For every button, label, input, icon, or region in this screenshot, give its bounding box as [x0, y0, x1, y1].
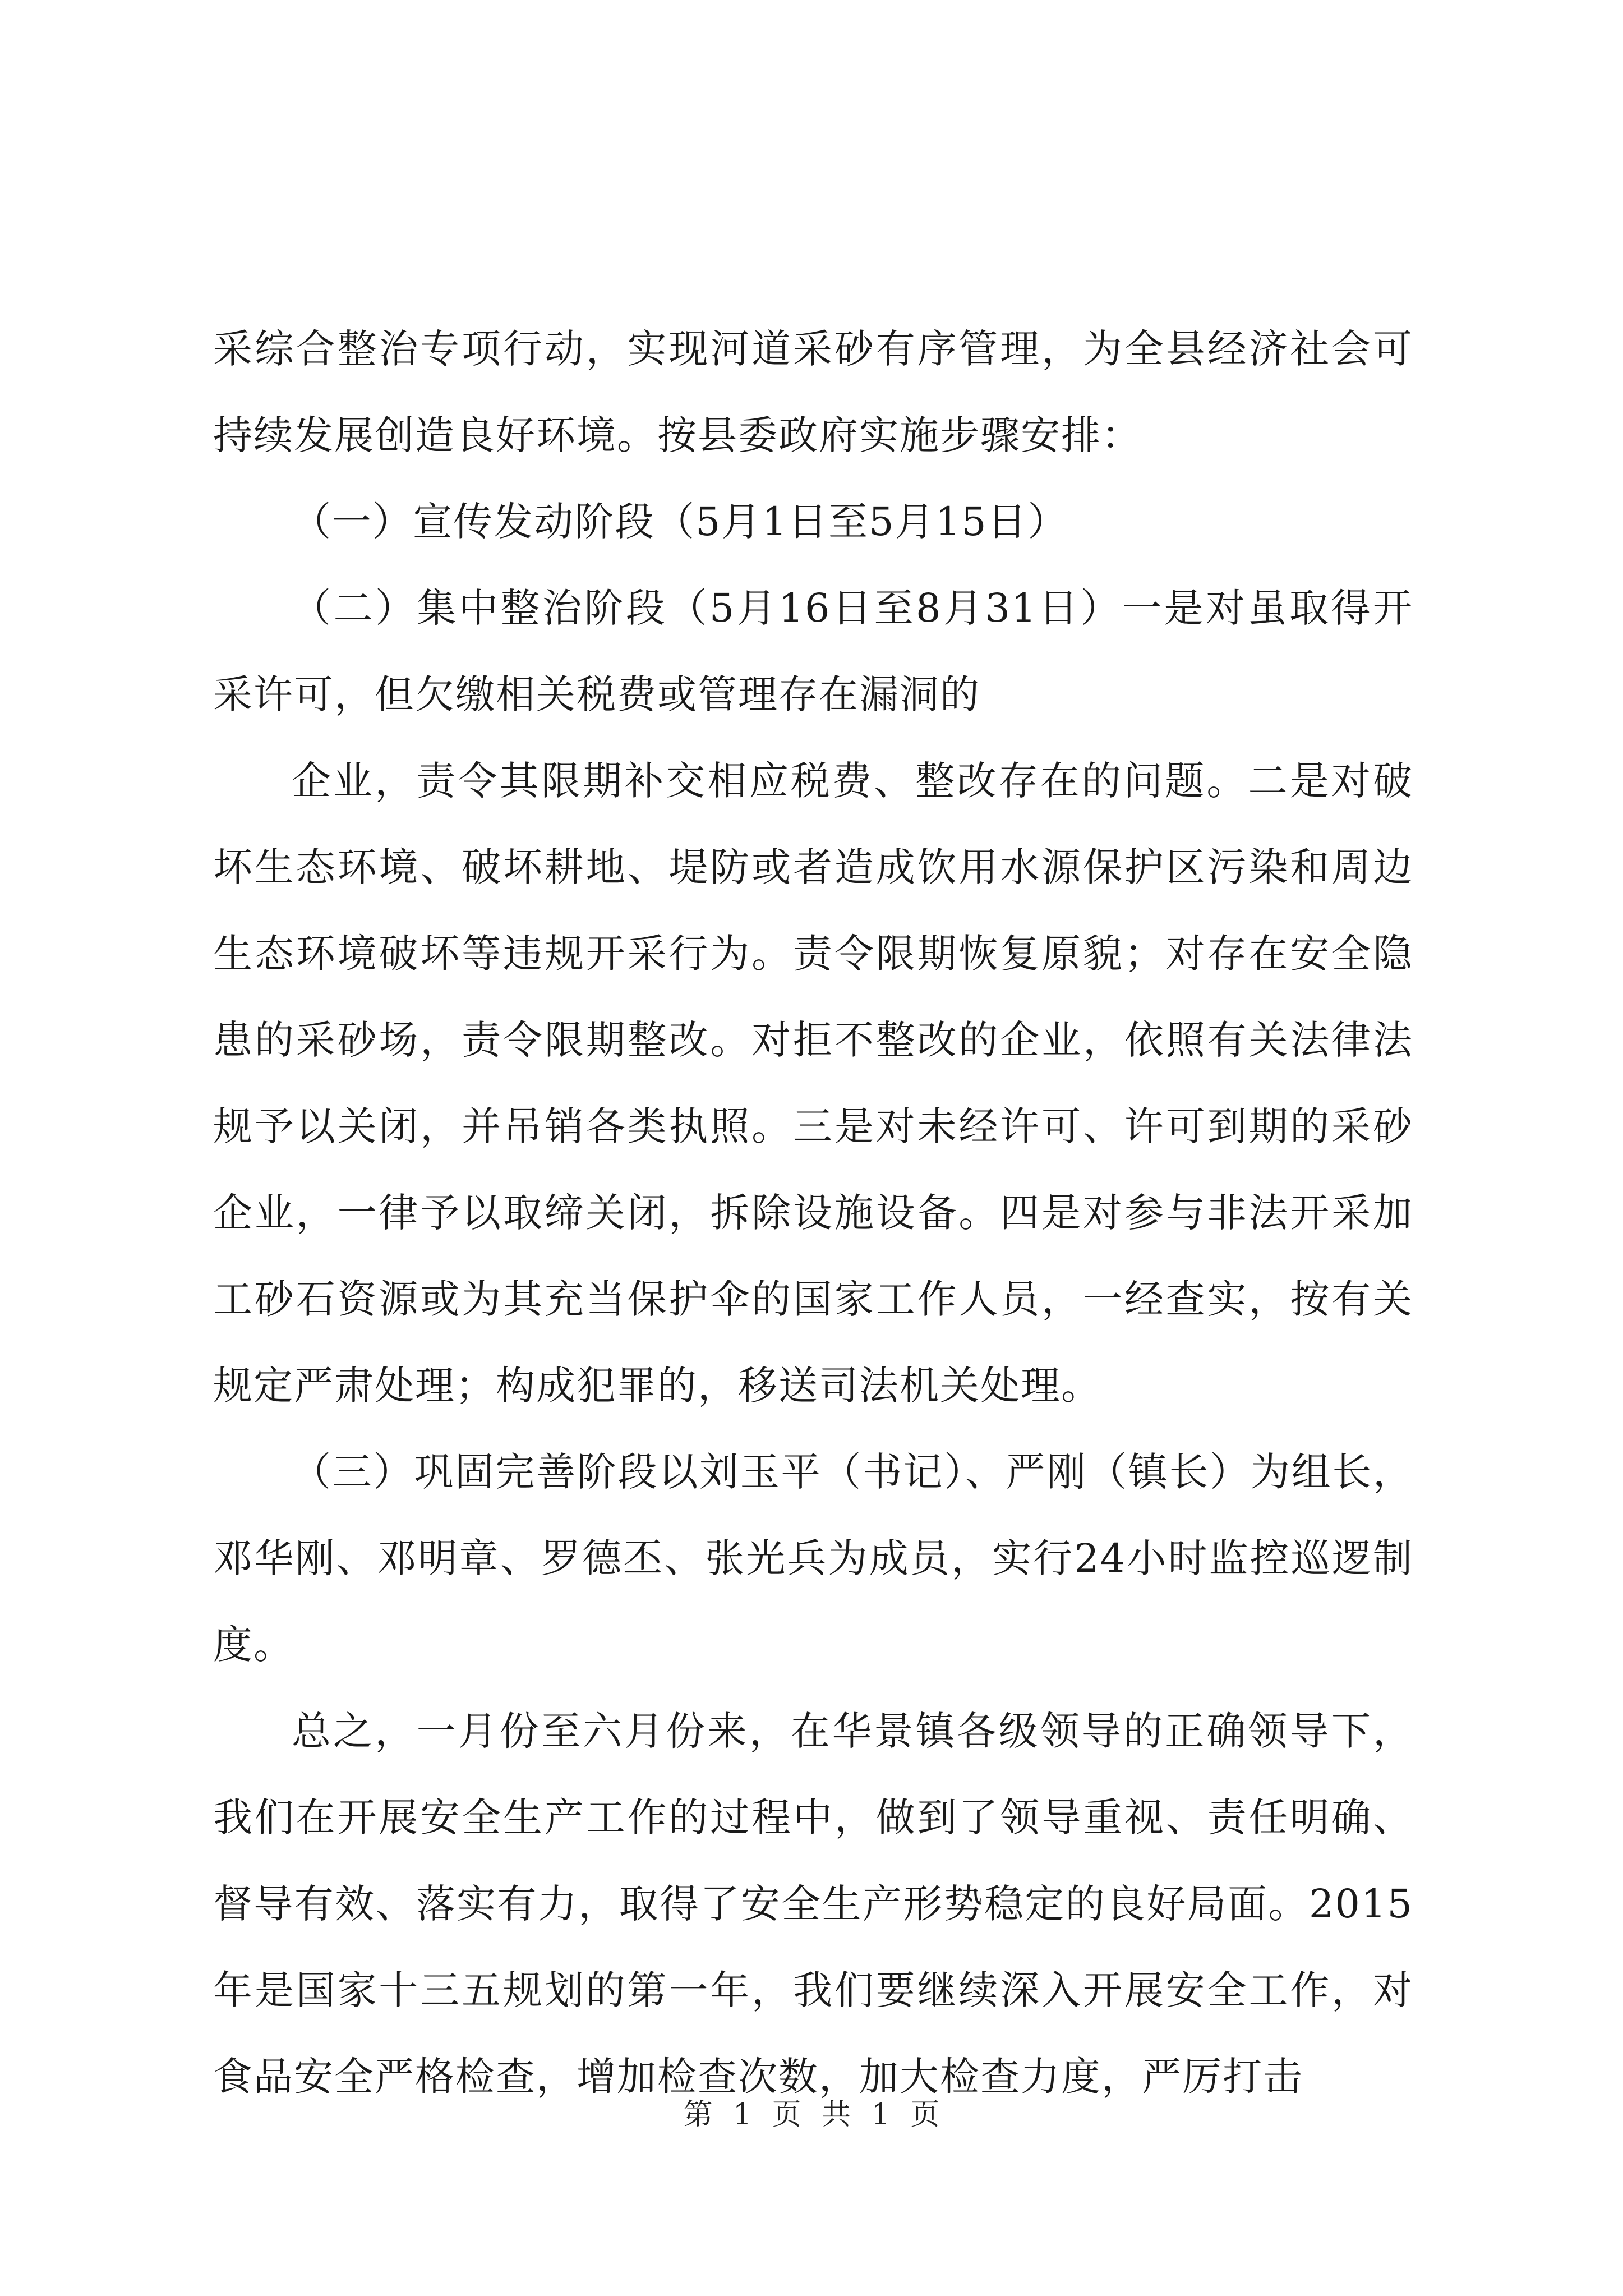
paragraph-6: 总之，一月份至六月份来，在华景镇各级领导的正确领导下，我们在开展安全生产工作的过程中，做到了领导重视、责任明确、督导有效、落实有力，取得了安全生产形势稳定的良好局面。2015年是国家十三五规划的第一年，我们要继续深入开展安全工作，对食品安全严格检查，增加检查次数，加大检查力度，严厉打击 [213, 1708, 1413, 2100]
paragraph-5: （三）巩固完善阶段以刘玉平（书记）、严刚（镇长）为组长，邓华刚、邓明章、罗德丕、张光兵为成员，实行24小时监控巡逻制度。 [213, 1449, 1413, 1668]
paragraph-4: 企业，责令其限期补交相应税费、整改存在的问题。二是对破坏生态环境、破坏耕地、堤防或者造成饮用水源保护区污染和周边生态环境破坏等违规开采行为。责令限期恢复原貌；对存在安全隐患的采砂场，责令限期整改。对拒不整改的企业，依照有关法律法规予以关闭，并吊销各类执照。三是对未经许可、许可到期的采砂企业，一律予以取缔关闭，拆除设施设备。四是对参与非法开采加工砂石资源或为其充当保护伞的国家工作人员，一经查实，按有关规定严肃处理；构成犯罪的，移送司法机关处理。 [213, 758, 1413, 1409]
page-number-footer: 第 1 页 共 1 页 [683, 2098, 940, 2132]
paragraph-3: （二）集中整治阶段（5月16日至8月31日）一是对虽取得开采许可，但欠缴相关税费或管理存在漏洞的 [213, 585, 1413, 717]
paragraph-1: 采综合整治专项行动，实现河道采砂有序管理，为全县经济社会可持续发展创造良好环境。按县委政府实施步骤安排： [213, 326, 1413, 458]
paragraph-2: （一）宣传发动阶段（5月1日至5月15日） [292, 499, 1068, 545]
document-body [213, 306, 1413, 2120]
